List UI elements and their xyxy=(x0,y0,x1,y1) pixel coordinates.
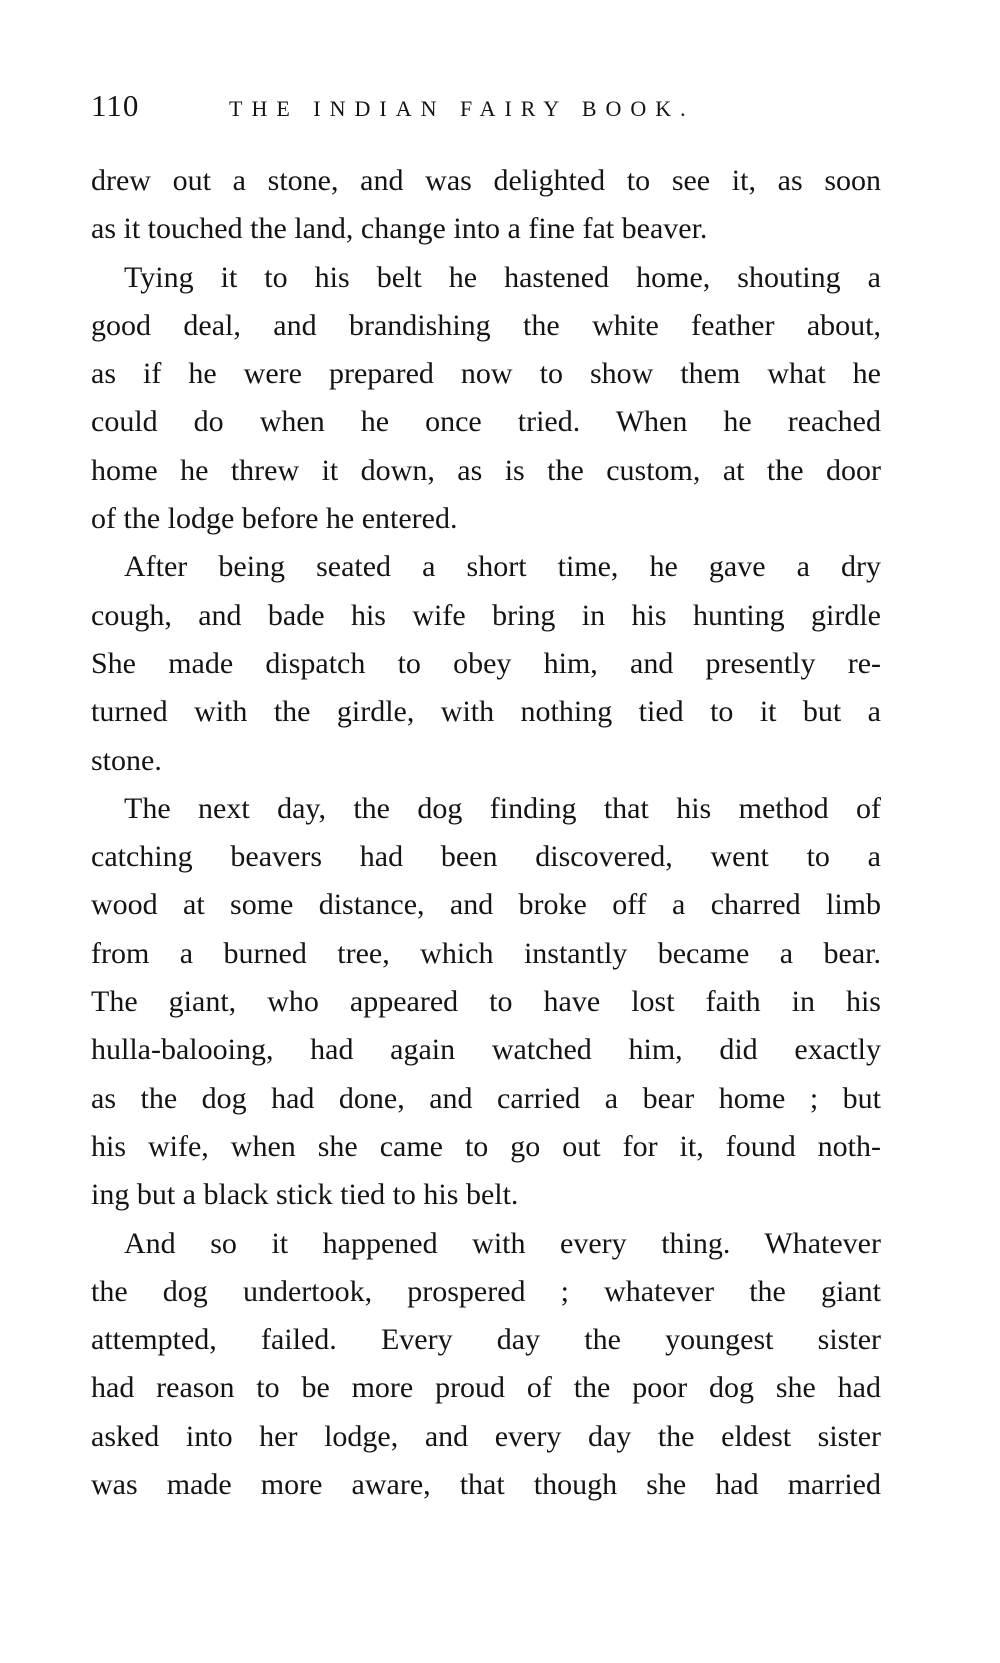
text-line: good deal, and brandishing the white feather about, xyxy=(91,308,881,342)
paragraph-first-line: And so it happened with every thing. Whatever xyxy=(124,1226,881,1260)
text-line: ing but a black stick tied to his belt. xyxy=(91,1178,519,1212)
text-line: home he threw it down, as is the custom, at the door xyxy=(91,453,881,487)
text-line: the dog undertook, prospered ; whatever the giant xyxy=(91,1274,881,1308)
text-line: The giant, who appeared to have lost faith in his xyxy=(91,985,881,1019)
text-line: turned with the girdle, with nothing tied to it but a xyxy=(91,695,881,729)
page-number: 110 xyxy=(91,88,140,123)
text-line: from a burned tree, which instantly became a bear. xyxy=(91,936,881,970)
running-title: THE INDIAN FAIRY BOOK. xyxy=(229,96,695,121)
paragraph-first-line: Tying it to his belt he hastened home, shouting a xyxy=(124,260,881,294)
text-line: of the lodge before he entered. xyxy=(91,502,458,536)
text-line: was made more aware, that though she had married xyxy=(91,1468,881,1502)
text-line: asked into her lodge, and every day the eldest sister xyxy=(91,1419,881,1453)
paragraph-first-line: The next day, the dog finding that his method of xyxy=(124,791,881,825)
text-line: as if he were prepared now to show them what he xyxy=(91,357,881,391)
text-line: could do when he once tried. When he reached xyxy=(91,405,881,439)
text-line: attempted, failed. Every day the youngest sister xyxy=(91,1323,881,1357)
text-line: cough, and bade his wife bring in his hunting girdle xyxy=(91,598,881,632)
text-line: his wife, when she came to go out for it, found noth- xyxy=(91,1129,881,1163)
text-line: hulla-balooing, had again watched him, did exactly xyxy=(91,1033,881,1067)
paragraph-first-line: After being seated a short time, he gave a dry xyxy=(124,550,881,584)
text-line: as the dog had done, and carried a bear home ; but xyxy=(91,1081,881,1115)
text-line: had reason to be more proud of the poor dog she had xyxy=(91,1371,881,1405)
body-text xyxy=(91,157,881,1509)
text-line: as it touched the land, change into a fine fat beaver. xyxy=(91,212,708,246)
text-line: She made dispatch to obey him, and presently re- xyxy=(91,646,881,680)
text-line: drew out a stone, and was delighted to see it, as soon xyxy=(91,164,881,197)
text-line: catching beavers had been discovered, went to a xyxy=(91,840,881,874)
text-line: wood at some distance, and broke off a charred limb xyxy=(91,888,881,922)
page-header xyxy=(91,88,891,128)
text-line: stone. xyxy=(91,743,162,777)
